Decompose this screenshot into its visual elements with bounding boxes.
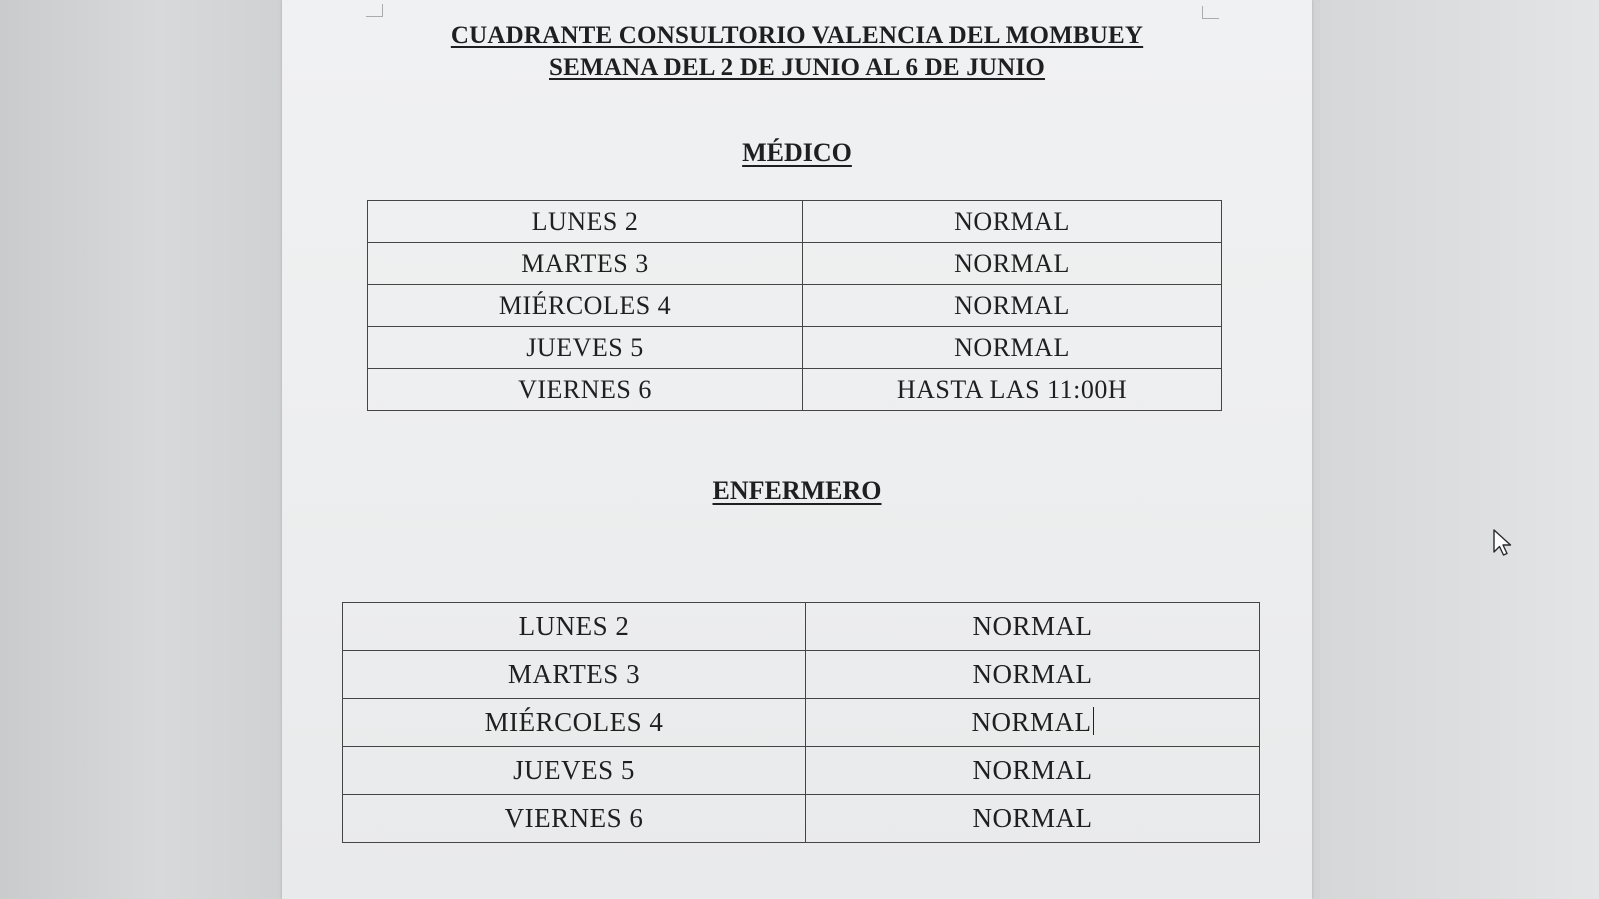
section-heading-medico: MÉDICO [742, 138, 852, 167]
schedule-cell[interactable]: NORMAL [806, 795, 1260, 843]
table-row [343, 795, 1260, 843]
document-page[interactable] [282, 0, 1312, 899]
table-row [343, 699, 1260, 747]
day-cell[interactable]: LUNES 2 [343, 603, 806, 651]
table-row [368, 285, 1222, 327]
title-line-2: SEMANA DEL 2 DE JUNIO AL 6 DE JUNIO [549, 54, 1045, 81]
desktop-background [1320, 0, 1599, 899]
schedule-cell[interactable]: NORMAL [803, 285, 1222, 327]
day-cell[interactable]: JUEVES 5 [343, 747, 806, 795]
day-cell[interactable]: VIERNES 6 [368, 369, 803, 411]
table-row [343, 747, 1260, 795]
schedule-cell[interactable]: NORMAL [803, 327, 1222, 369]
table-row [343, 603, 1260, 651]
schedule-cell[interactable] [806, 699, 1260, 747]
table-row [368, 243, 1222, 285]
margin-corner-mark-right [1202, 6, 1219, 19]
table-row [343, 651, 1260, 699]
schedule-cell[interactable]: HASTA LAS 11:00H [803, 369, 1222, 411]
margin-corner-mark-left [366, 4, 383, 17]
mouse-pointer-icon [1492, 528, 1514, 558]
section-heading-enfermero: ENFERMERO [712, 476, 882, 505]
day-cell[interactable]: VIERNES 6 [343, 795, 806, 843]
schedule-cell-text: NORMAL [971, 707, 1092, 737]
schedule-cell[interactable]: NORMAL [806, 651, 1260, 699]
schedule-cell[interactable]: NORMAL [806, 603, 1260, 651]
day-cell[interactable]: MIÉRCOLES 4 [343, 699, 806, 747]
schedule-cell[interactable]: NORMAL [806, 747, 1260, 795]
day-cell[interactable]: LUNES 2 [368, 201, 803, 243]
text-cursor-icon [1093, 707, 1094, 735]
title-line-1: CUADRANTE CONSULTORIO VALENCIA DEL MOMBUEY [450, 22, 1144, 49]
day-cell[interactable]: MIÉRCOLES 4 [368, 285, 803, 327]
day-cell[interactable]: JUEVES 5 [368, 327, 803, 369]
table-row [368, 327, 1222, 369]
schedule-cell[interactable]: NORMAL [803, 201, 1222, 243]
day-cell[interactable]: MARTES 3 [368, 243, 803, 285]
schedule-table-enfermero [342, 602, 1260, 843]
table-row [368, 201, 1222, 243]
table-row [368, 369, 1222, 411]
schedule-cell[interactable]: NORMAL [803, 243, 1222, 285]
schedule-table-medico [367, 200, 1222, 411]
day-cell[interactable]: MARTES 3 [343, 651, 806, 699]
document-title [282, 20, 1312, 84]
